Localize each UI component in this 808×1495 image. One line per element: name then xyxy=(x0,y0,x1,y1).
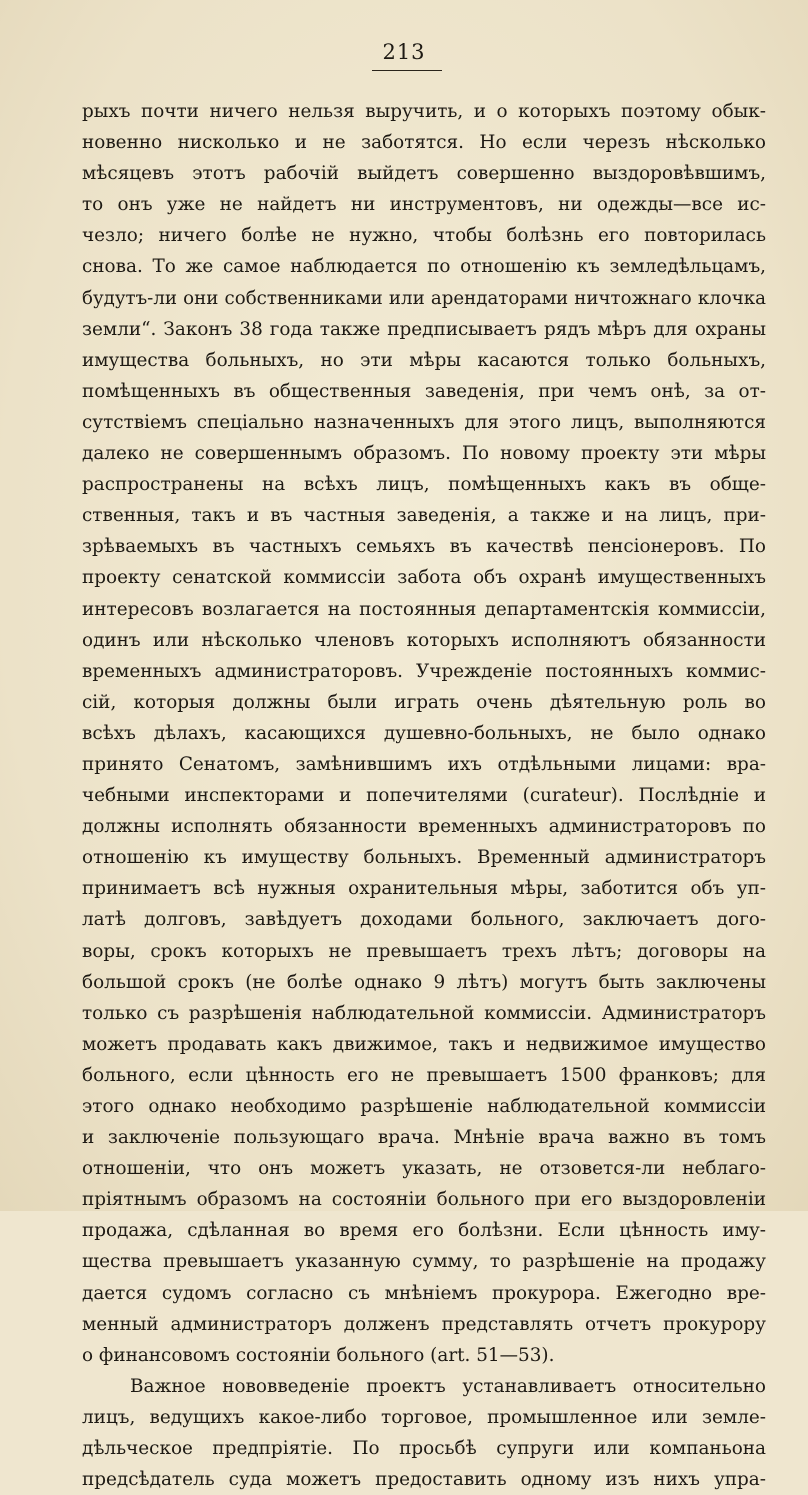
text-line: только съ разрѣшенія наблюдательной коммиссіи. Администраторъ xyxy=(82,1002,766,1024)
text-line: помѣщенныхъ въ общественныя заведенія, при чемъ онѣ, за от- xyxy=(82,380,766,402)
text-line: зрѣваемыхъ въ частныхъ семьяхъ въ качествѣ пенсіонеровъ. По xyxy=(82,536,766,558)
text-line: чезло; ничего болѣе не нужно, чтобы болѣзнь его повторилась xyxy=(82,225,766,247)
text-line: предсѣдатель суда можетъ предоставить одному изъ нихъ упра- xyxy=(82,1469,766,1491)
text-line: этого однако необходимо разрѣшеніе наблюдательной коммиссіи xyxy=(82,1096,766,1117)
text-line: далеко не совершеннымъ образомъ. По новому проекту эти мѣры xyxy=(82,443,766,465)
text-line: снова. То же самое наблюдается по отношенію къ земледѣльцамъ, xyxy=(82,256,766,278)
text-line: менный администраторъ долженъ представлять отчетъ прокурору xyxy=(82,1313,766,1335)
text-line: будутъ-ли они собственниками или арендаторами ничтожнаго клочка xyxy=(82,287,766,309)
text-line: лицъ, ведущихъ какое-либо торговое, промышленное или земле- xyxy=(82,1406,766,1428)
text-line: принято Сенатомъ, замѣнившимъ ихъ отдѣльными лицами: вра- xyxy=(82,753,766,775)
text-line: то онъ уже не найдетъ ни инструментовъ, ни одежды—все ис- xyxy=(82,194,766,216)
paragraph-end-line: о финансовомъ состояніи больного (art. 51—53). xyxy=(82,1344,555,1366)
text-line: земли“. Законъ 38 года также предписываетъ рядъ мѣръ для охраны xyxy=(82,318,766,340)
text-line: латѣ долговъ, завѣдуетъ доходами больного, заключаетъ дого- xyxy=(82,909,766,931)
text-line: имущества больныхъ, но эти мѣры касаются только больныхъ, xyxy=(82,349,766,371)
text-line: рыхъ почти ничего нельзя выручить, и о которыхъ поэтому обык- xyxy=(82,101,766,122)
header-rule xyxy=(372,70,442,71)
text-line: пріятнымъ образомъ на состояніи больного при его выздоровленіи xyxy=(82,1189,766,1211)
text-line: одинъ или нѣсколько членовъ которыхъ исполняютъ обязанности xyxy=(82,629,766,651)
text-line: большой срокъ (не болѣе однако 9 лѣтъ) могутъ быть заключены xyxy=(82,971,766,993)
text-line: и заключеніе пользующаго врача. Мнѣніе врача важно въ томъ xyxy=(82,1127,766,1149)
text-line: отношенію къ имуществу больныхъ. Временный администраторъ xyxy=(82,847,766,869)
text-line: воры, срокъ которыхъ не превышаетъ трехъ лѣтъ; договоры на xyxy=(82,940,766,962)
text-line: больного, если цѣнность его не превышаетъ 1500 франковъ; для xyxy=(82,1064,766,1086)
text-line: должны исполнять обязанности временныхъ администраторовъ по xyxy=(82,816,766,838)
text-line: можетъ продавать какъ движимое, такъ и недвижимое имущество xyxy=(82,1033,766,1055)
text-line: сій, которыя должны были играть очень дѣятельную роль во xyxy=(82,691,766,713)
text-line: временныхъ администраторовъ. Учрежденіе постоянныхъ коммис- xyxy=(82,660,766,682)
text-line: проекту сенатской коммиссіи забота объ охранѣ имущественныхъ xyxy=(82,567,766,589)
body-text xyxy=(82,96,766,1495)
text-line: дѣльческое предпріятіе. По просьбѣ супруги или компаньона xyxy=(82,1438,766,1460)
text-line: сутствіемъ спеціально назначенныхъ для этого лицъ, выполняются xyxy=(82,411,766,433)
text-line: дается судомъ согласно съ мнѣніемъ прокурора. Ежегодно вре- xyxy=(82,1282,766,1304)
text-line: интересовъ возлагается на постоянныя департаментскія коммиссіи, xyxy=(82,598,766,620)
text-line: чебными инспекторами и попечителями (curateur). Послѣдніе и xyxy=(82,785,766,807)
text-line: щества превышаетъ указанную сумму, то разрѣшеніе на продажу xyxy=(82,1251,766,1273)
text-line: ственныя, такъ и въ частныя заведенія, а также и на лицъ, при- xyxy=(82,505,766,527)
text-line: отношеніи, что онъ можетъ указать, не отзовется-ли неблаго- xyxy=(82,1158,766,1180)
text-line: принимаетъ всѣ нужныя охранительныя мѣры, заботится объ уп- xyxy=(82,878,766,900)
text-line: всѣхъ дѣлахъ, касающихся душевно-больныхъ, не было однако xyxy=(82,722,766,744)
text-line: новенно нисколько и не заботятся. Но если черезъ нѣсколько xyxy=(82,132,766,154)
text-line: мѣсяцевъ этотъ рабочій выйдетъ совершенно выздоровѣвшимъ, xyxy=(82,163,766,185)
text-line: продажа, сдѣланная во время его болѣзни. Если цѣнность иму- xyxy=(82,1220,766,1242)
text-line: распространены на всѣхъ лицъ, помѣщенныхъ какъ въ обще- xyxy=(82,474,766,496)
paragraph-start-line: Важное нововведеніе проектъ устанавливаетъ относительно xyxy=(130,1375,766,1397)
page-number: 213 xyxy=(382,40,426,64)
